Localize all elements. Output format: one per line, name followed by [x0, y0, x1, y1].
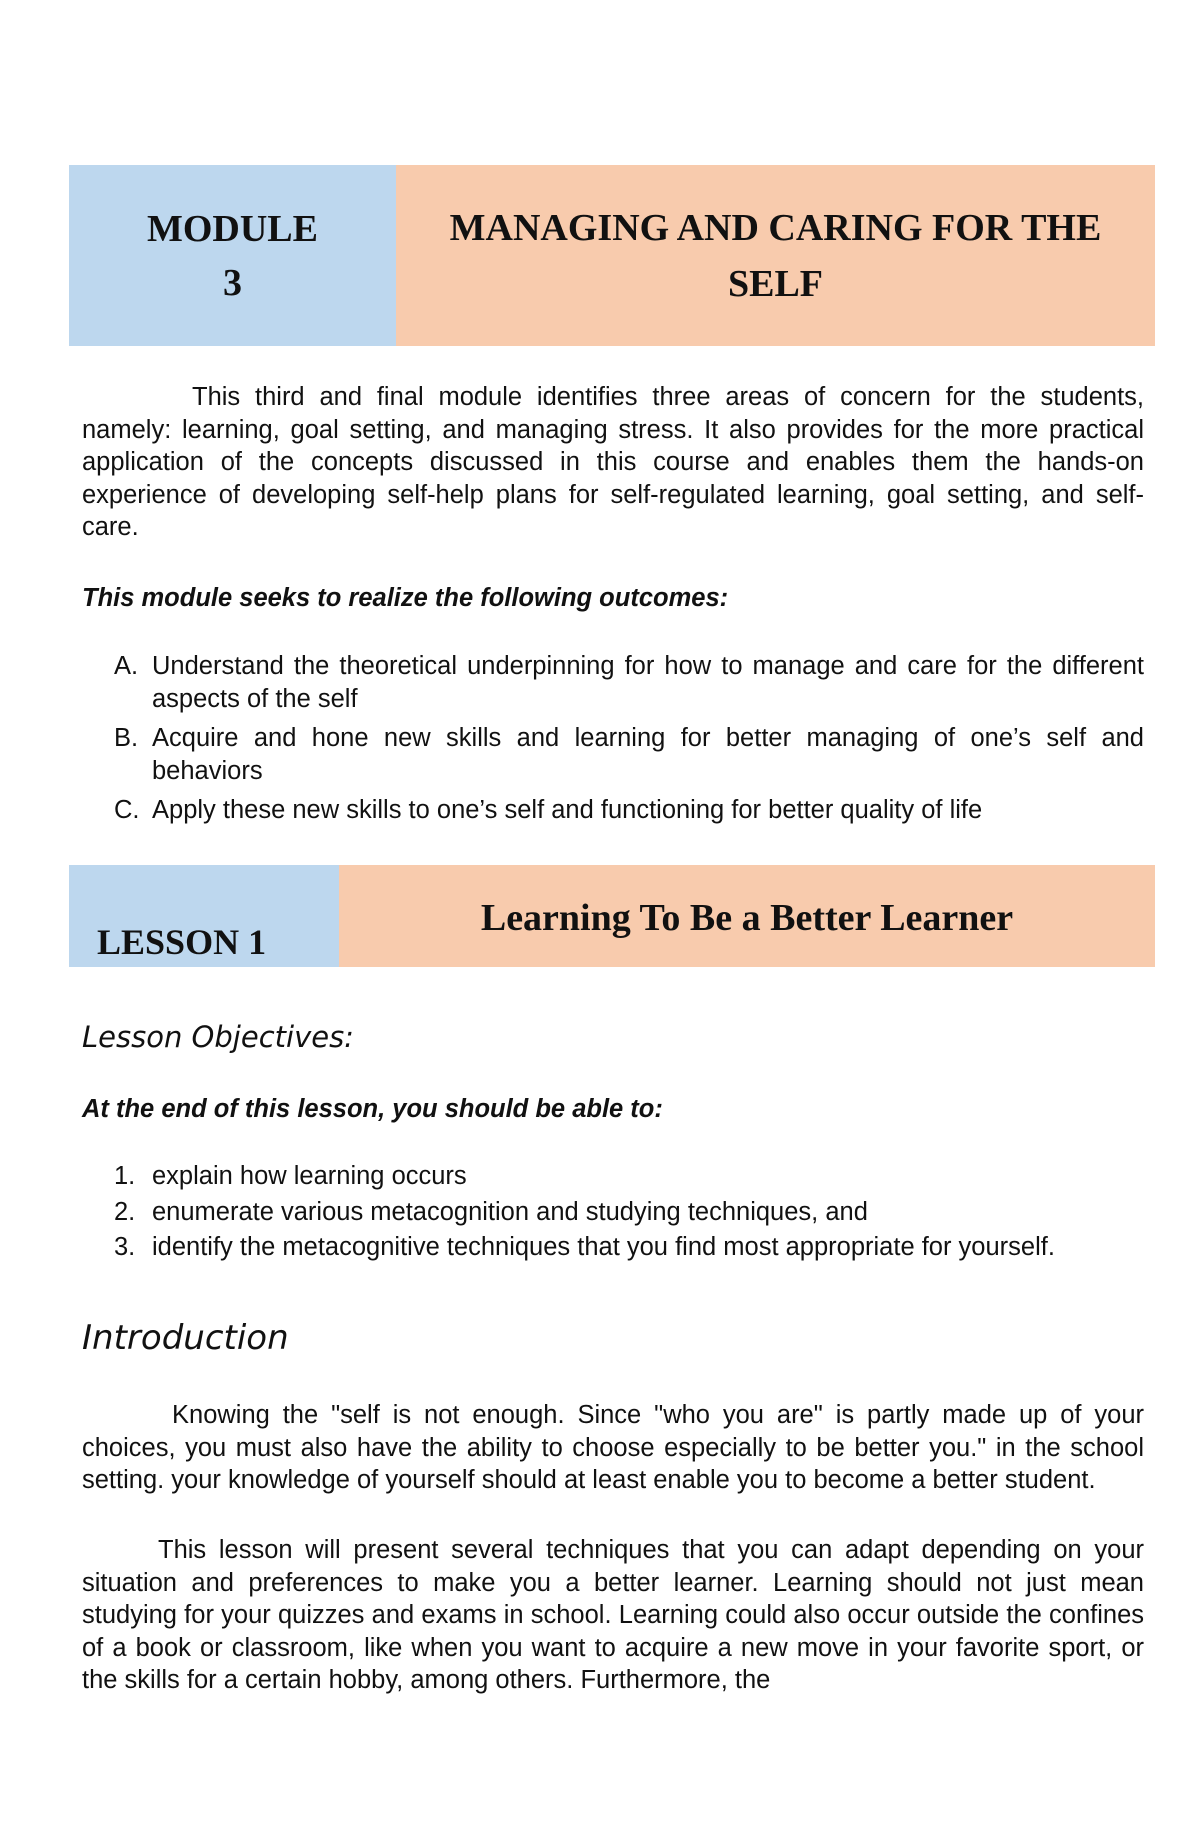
objective-item-marker: 1. — [114, 1162, 136, 1190]
lesson-title: Learning To Be a Better Learner — [480, 897, 1014, 939]
outcome-item — [82, 722, 1144, 787]
outcomes-heading: This module seeks to realize the following outcomes: — [82, 584, 729, 612]
objective-item-text: explain how learning occurs — [152, 1162, 467, 1190]
objectives-list — [82, 1160, 1144, 1267]
module-title: MANAGING AND CARING FOR THE SELF — [449, 206, 1102, 305]
outcome-item-text: Apply these new skills to one’s self and functioning for better quality of life — [152, 796, 983, 824]
objective-item-text: identify the metacognitive techniques that you find most appropriate for yourself. — [152, 1233, 1055, 1261]
outcome-item-marker: B. — [114, 724, 139, 752]
lesson-label: LESSON 1 — [97, 922, 267, 962]
objective-item-marker: 2. — [114, 1197, 136, 1226]
outcome-item-text: Understand the theoretical underpinning for how to manage and care for the different aspects of the self — [152, 652, 1144, 713]
module-number: 3 — [223, 261, 242, 304]
outcome-item-marker: C. — [114, 796, 140, 824]
introduction-heading: Introduction — [82, 1318, 289, 1358]
introduction-paragraph-2: This lesson will present several techniques that you can adapt depending on your situation and preferences to make you a better learner. Learning should not just mean studying for your quizzes and exams in school. Learning could also occur outside the confines of a book or classroom, like when you want to acquire a new move in your favorite sport, or the skills for a certain hobby, among others. Furthermore, the — [82, 1536, 1144, 1694]
objective-item-text: enumerate various metacognition and studying techniques, and — [152, 1197, 868, 1226]
module-label — [147, 202, 318, 310]
lesson-objectives-heading: Lesson Objectives: — [82, 1020, 354, 1054]
outcomes-list — [82, 650, 1144, 834]
outcome-item-text: Acquire and hone new skills and learning for better managing of one’s self and behaviors — [152, 724, 1144, 785]
objectives-lead: At the end of this lesson, you should be able to: — [82, 1095, 663, 1123]
objective-item-marker: 3. — [114, 1233, 136, 1261]
lesson-label-cell — [69, 865, 339, 967]
module-intro-paragraph: This third and final module identifies three areas of concern for the students, namely: learning, goal setting, and managing stress. It also provides for the more practical application of the concepts discussed in this course and enables them the hands-on experience of developing self-help plans for self-regulated learning, goal setting, and self-care. — [82, 383, 1144, 541]
module-title-cell — [396, 165, 1155, 346]
outcome-item — [82, 650, 1144, 715]
lesson-title-cell — [339, 865, 1155, 967]
objective-item — [82, 1160, 1144, 1193]
module-banner — [69, 165, 1155, 346]
outcome-item-marker: A. — [114, 652, 139, 680]
lesson-banner — [69, 865, 1155, 967]
objective-item — [82, 1196, 1144, 1229]
module-label-word: MODULE — [147, 207, 318, 250]
objective-item — [82, 1231, 1144, 1264]
introduction-paragraph-1: Knowing the "self is not enough. Since "who you are" is partly made up of your choices, you must also have the ability to choose especially to be better you." in the school setting. your knowledge of yourself should at least enable you to become a better student. — [82, 1401, 1144, 1494]
outcome-item — [82, 794, 1144, 827]
module-label-cell — [69, 165, 396, 346]
